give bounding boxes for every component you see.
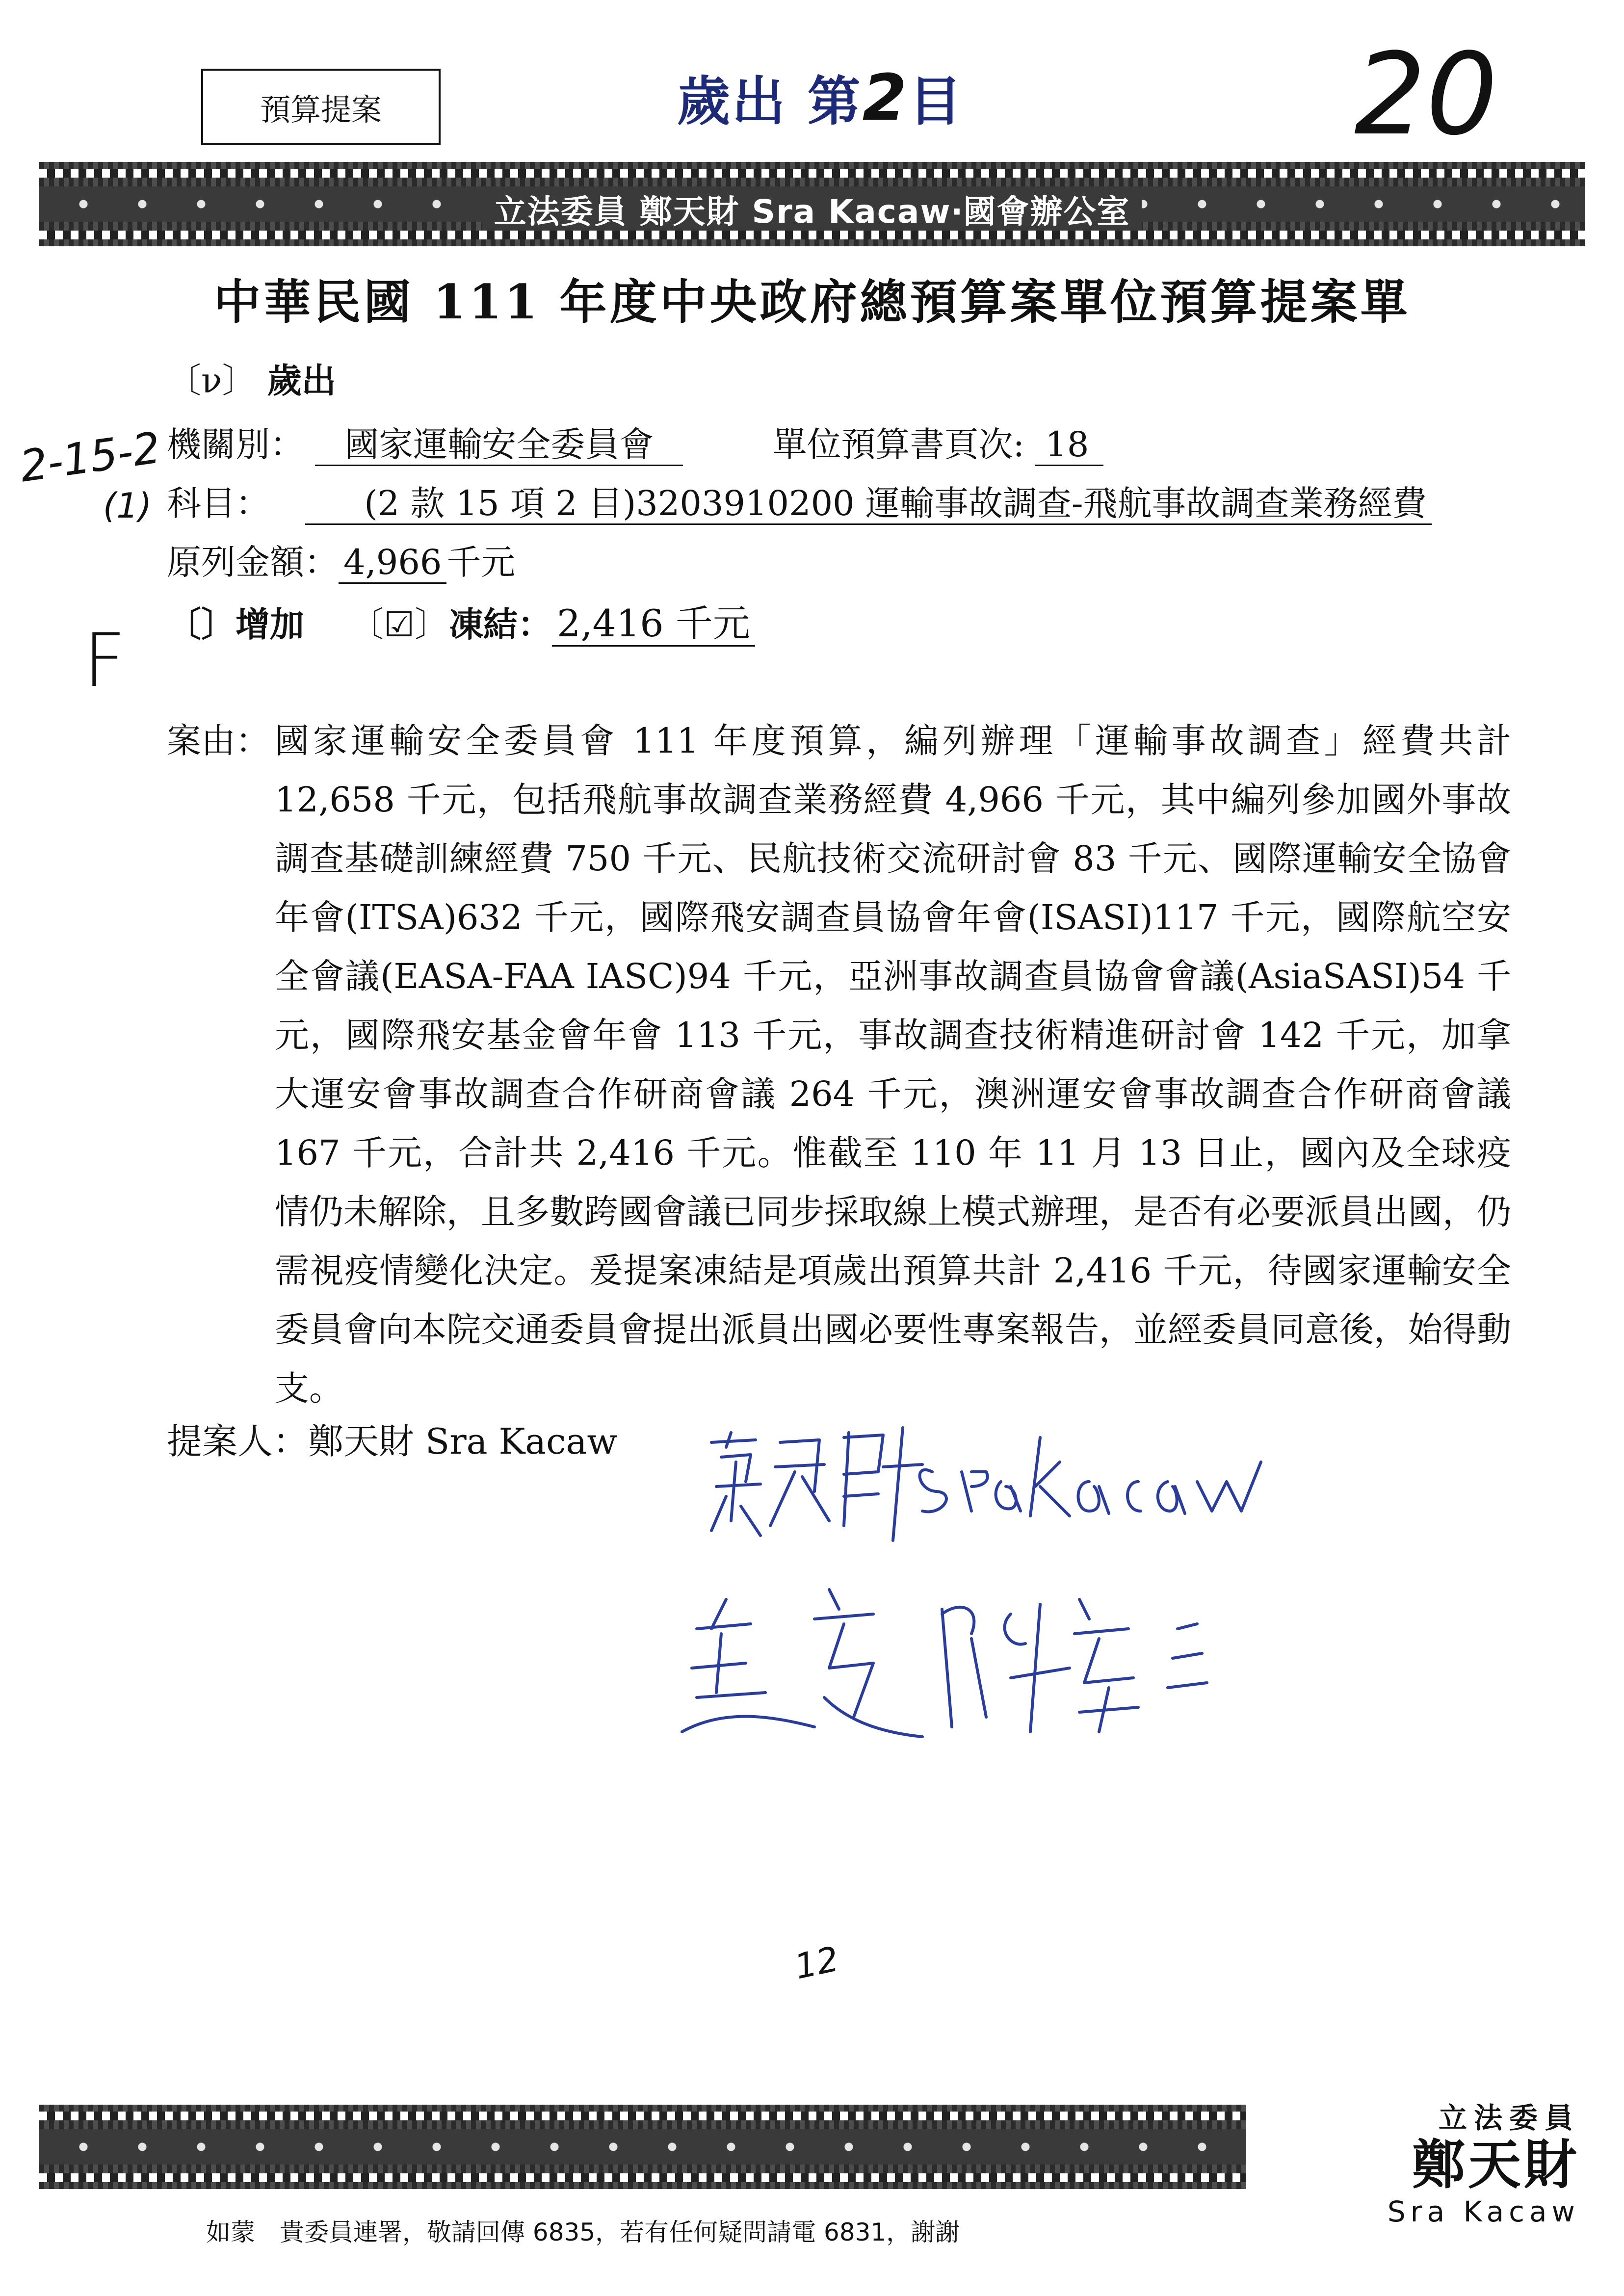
stamp-item-suffix: 目 (909, 71, 964, 132)
proposer-line (167, 1413, 617, 1464)
stamp-item-number: 2 (862, 60, 909, 135)
agency-label: 機關別： (167, 424, 304, 465)
margin-code-note: 2-15-2 (17, 422, 164, 492)
proposer-label: 提案人： (167, 1421, 309, 1462)
expenditure-label: 歲出 (267, 360, 336, 401)
margin-sub-note: (1) (103, 486, 152, 526)
proposer-name: 鄭天財 Sra Kacaw (308, 1421, 618, 1462)
proposal-type-box (201, 69, 441, 145)
reason-label: 案由： (167, 721, 270, 761)
original-amount-value: 4,966 (339, 542, 446, 584)
agency-value: 國家運輸安全委員會 (315, 424, 683, 466)
stamp-item-prefix: 第 (807, 71, 863, 132)
subject-label: 科目： (167, 483, 270, 523)
original-amount-label: 原列金額： (167, 542, 339, 582)
signature-2 (667, 1570, 1305, 1756)
signature-1 (697, 1413, 1305, 1570)
bottom-note: 12 (791, 1938, 842, 1987)
stamp-text: 歲出 (677, 71, 787, 132)
margin-letter-note: F (83, 618, 126, 704)
banner-office-title: 立法委員 鄭天財 Sra Kacaw‧國會辦公室 (482, 193, 1142, 231)
page-number: 20 (1354, 29, 1498, 160)
page-ref-value: 18 (1035, 424, 1103, 466)
item-stamp (677, 59, 964, 135)
page-ref-label: 單位預算書頁次: (772, 424, 1025, 465)
freeze-value: 2,416 千元 (552, 601, 755, 647)
footer-note: 如蒙 貴委員連署，敬請回傳 6835，若有任何疑問請電 6831，謝謝 (206, 2218, 960, 2246)
freeze-label: 凍結： (449, 604, 552, 645)
subject-value: (2 款 15 項 2 目)3203910200 運輸事故調查-飛航事故調查業務經費 (305, 483, 1431, 525)
logo-latin-name: Sra Kacaw (1387, 2195, 1580, 2228)
top-banner (39, 162, 1585, 246)
expenditure-line (167, 353, 336, 403)
action-line (167, 594, 755, 647)
expenditure-check: 〔ν〕 (167, 361, 257, 401)
increase-option: 〔〕增加 (167, 604, 304, 645)
logo-title: 立法委員 (1438, 2101, 1580, 2135)
subject-line (167, 476, 1432, 525)
legislator-logo (1256, 2095, 1580, 2228)
original-amount-line (167, 535, 515, 584)
document-title: 中華民國 111 年度中央政府總預算案單位預算提案單 (213, 274, 1411, 330)
reason-section (167, 711, 1511, 1418)
agency-line (167, 417, 1103, 467)
original-amount-unit: 千元 (446, 542, 516, 582)
bottom-banner (39, 2105, 1246, 2189)
proposal-type-label: 預算提案 (260, 91, 382, 128)
logo-name: 鄭天財 (1412, 2135, 1580, 2196)
freeze-checkbox: 〔☑〕 (349, 604, 449, 645)
reason-text: 國家運輸安全委員會 111 年度預算，編列辦理「運輸事故調查」經費共計 12,658 千元，包括飛航事故調查業務經費 4,966 千元，其中編列參加國外事故調查基礎訓練經費 750 千元、民航技術交流研討會 83 千元、國際運輸安全協會年會(ITSA)632 千元，國際飛安調查員協會年會(ISASI)117 千元，國際航空安全會議(EASA-FAA IASC)94 千元，亞洲事故調查員協會會議(AsiaSASI)54 千元，國際飛安基金會年會 113 千元，事故調查技術精進研討會 142 千元，加拿大運安會事故調查合作研商會議 264 千元，澳洲運安會事故調查合作研商會議 167 千元，合計共 2,416 千元。惟截至 110 年 11 月 13 日止，國內及全球疫情仍未解除，且多數跨國會議已同步採取線上模式辦理，是否有必要派員出國，仍需視疫情變化決定。爰提案凍結是項歲出預算共計 2,416 千元，待國家運輸安全委員會向本院交通委員會提出派員出國必要性專案報告，並經委員同意後，始得動支。 (275, 721, 1511, 1409)
